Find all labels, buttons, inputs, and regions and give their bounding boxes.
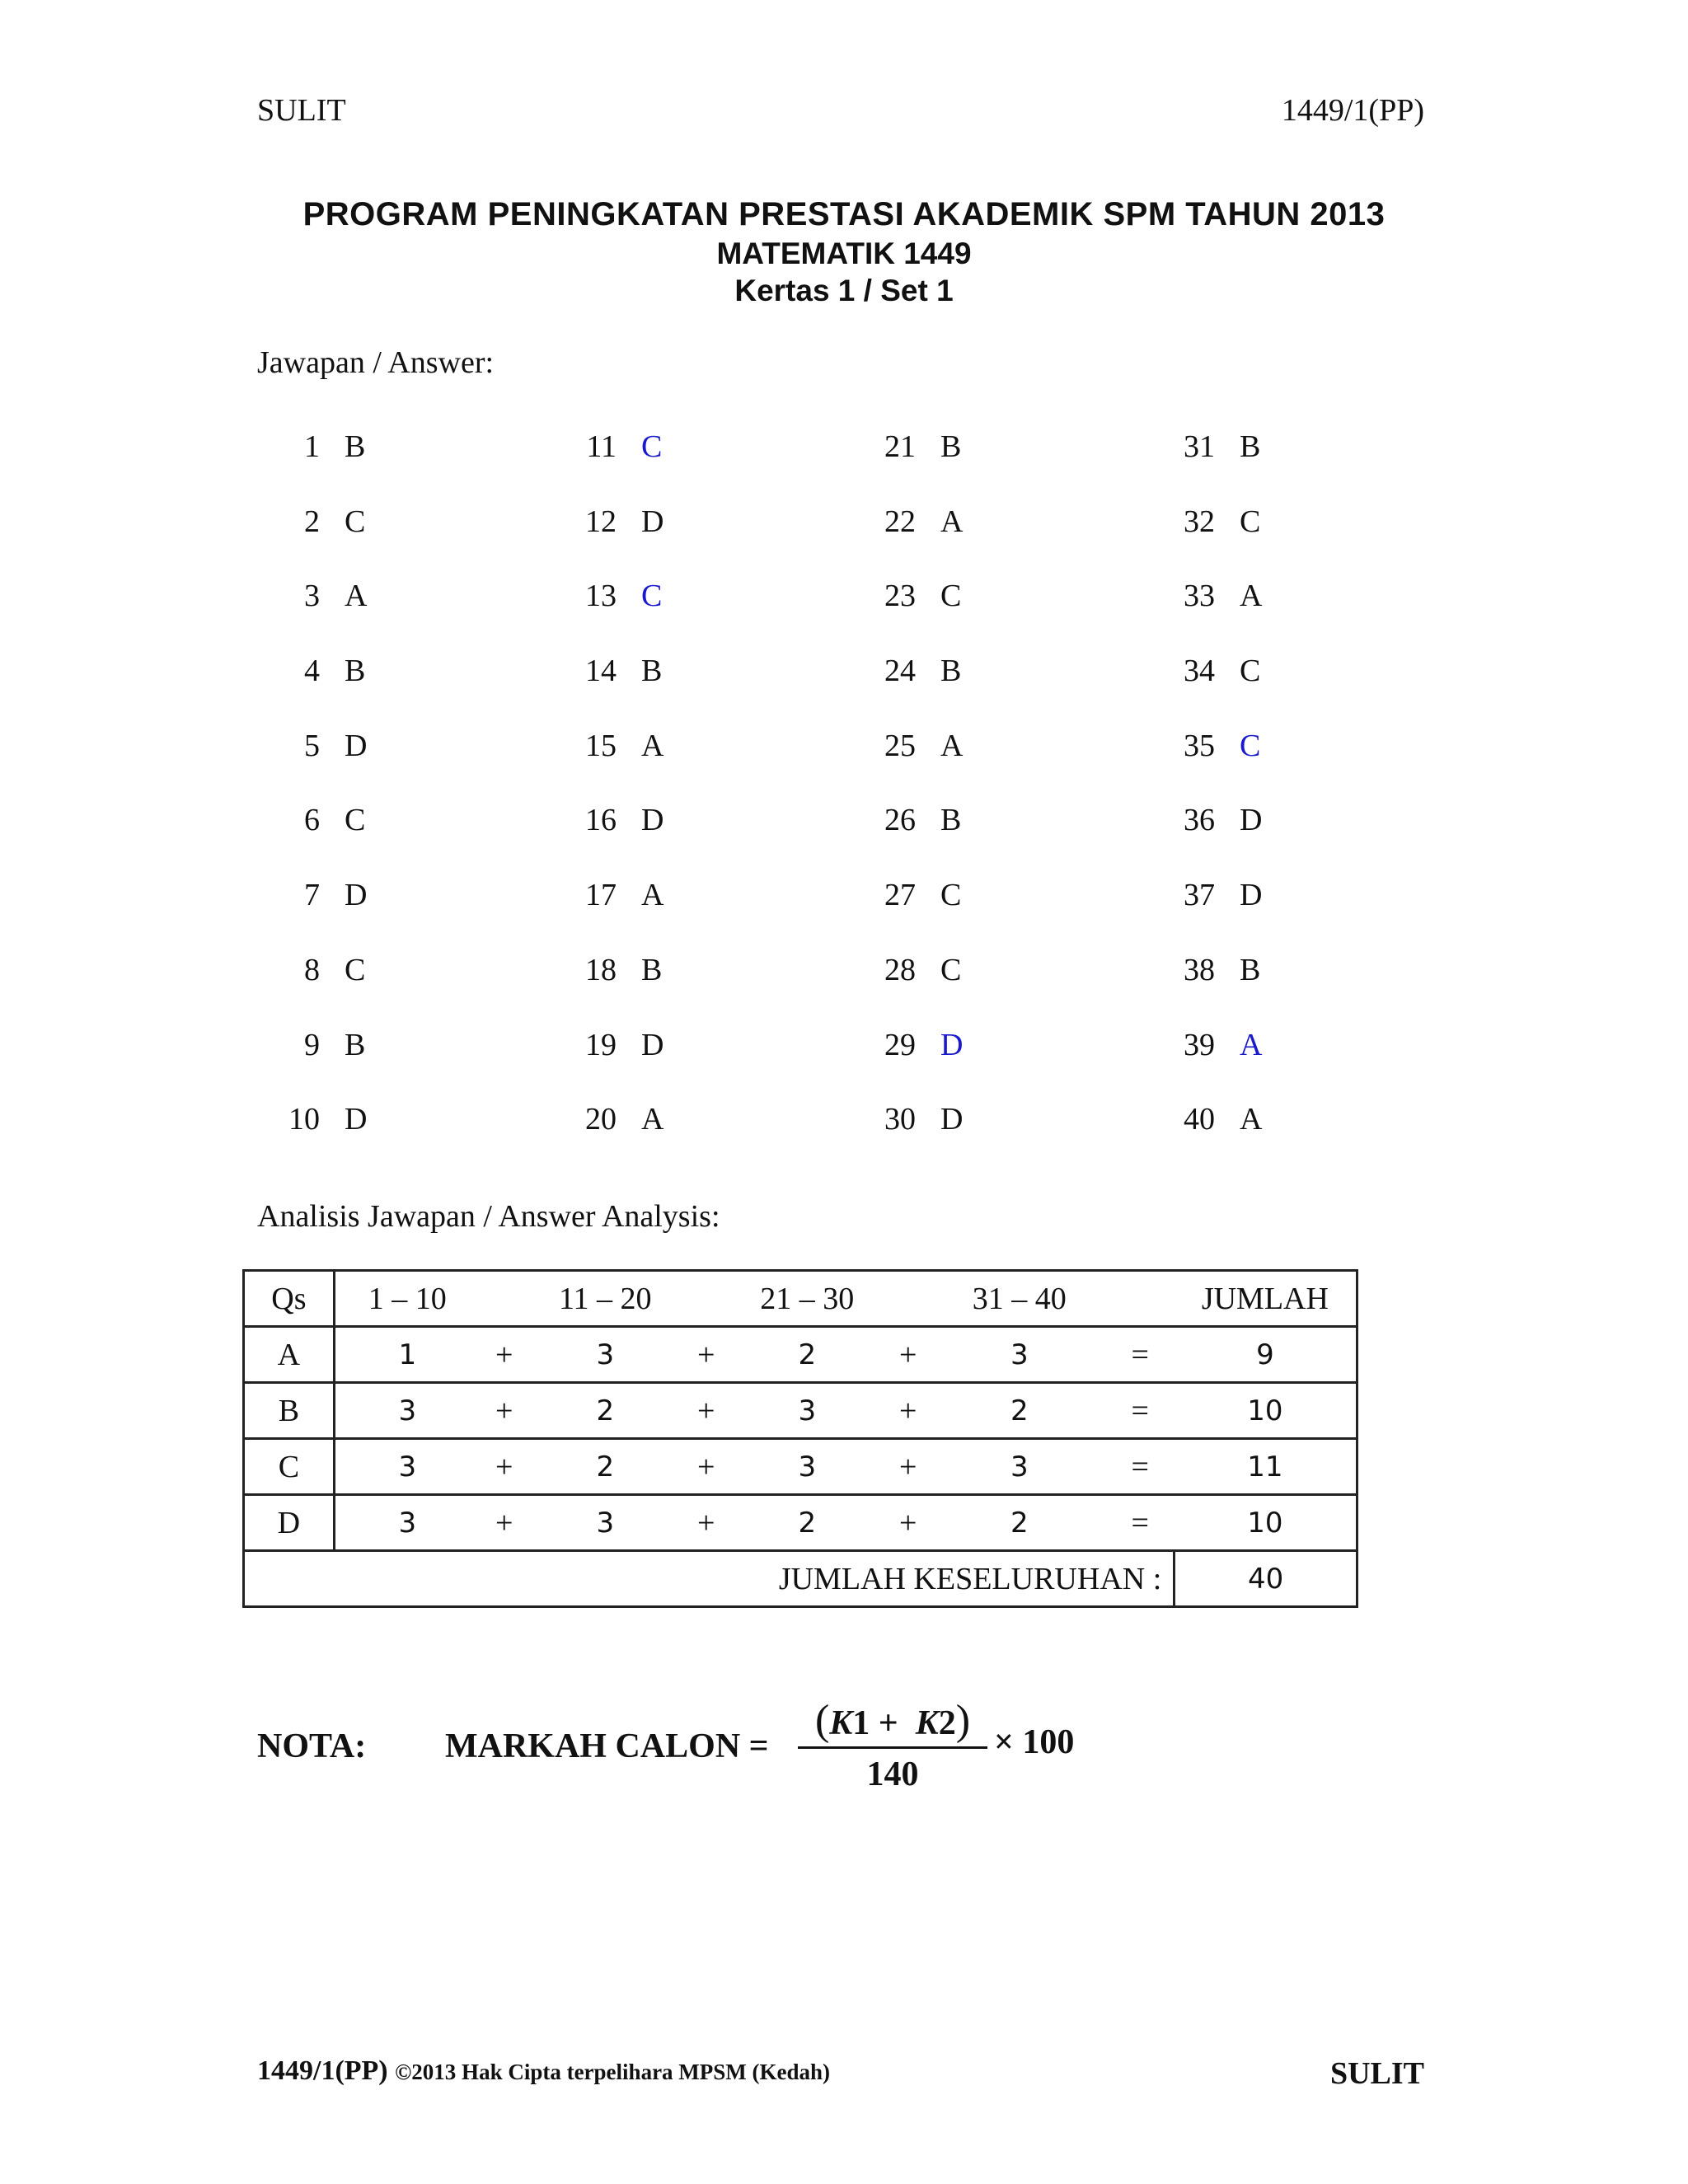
- paper-title: Kertas 1 / Set 1: [734, 274, 954, 307]
- row-counts: [334, 1327, 1175, 1383]
- answer-letter: D: [940, 1027, 964, 1062]
- count-value: 2: [798, 1338, 817, 1371]
- answer-item: [257, 1101, 537, 1176]
- answer-letter: D: [345, 878, 368, 913]
- answer-number: 6: [304, 803, 320, 838]
- answer-letter: A: [940, 504, 964, 539]
- answer-letter: D: [1240, 803, 1263, 838]
- answer-item: [1152, 1101, 1432, 1176]
- answer-number: 36: [1184, 803, 1215, 838]
- analysis-label: Analisis Jawapan / Answer Analysis:: [257, 1199, 720, 1234]
- answer-letter: D: [940, 1102, 964, 1137]
- equals-sign: =: [1131, 1449, 1149, 1484]
- answer-number: 34: [1184, 654, 1215, 689]
- answer-letter: A: [641, 878, 664, 913]
- answer-item: [554, 802, 834, 877]
- answer-letter: D: [641, 803, 664, 838]
- answer-item: [554, 578, 834, 653]
- row-option: B: [244, 1383, 335, 1439]
- header-right: 1449/1(PP): [1281, 93, 1424, 128]
- answer-letter: D: [641, 504, 664, 539]
- count-value: 3: [798, 1450, 817, 1483]
- count-value: 2: [798, 1506, 817, 1540]
- answer-number: 3: [304, 579, 320, 614]
- count-value: 2: [596, 1394, 615, 1427]
- answer-item: [1152, 429, 1432, 504]
- plus-sign: +: [495, 1393, 513, 1428]
- answer-letter: C: [1240, 654, 1261, 689]
- answer-item: [257, 1027, 537, 1102]
- answer-letter: D: [1240, 878, 1263, 913]
- answer-number: 22: [884, 504, 916, 539]
- answer-item: [554, 877, 834, 952]
- answer-number: 8: [304, 952, 320, 987]
- answer-column-4: [1152, 429, 1432, 1176]
- footer-left: [257, 2055, 830, 2087]
- answer-label: Jawapan / Answer:: [257, 345, 495, 380]
- answer-column-1: [257, 429, 537, 1176]
- footer-copyright: ©2013 Hak Cipta terpelihara MPSM (Kedah): [395, 2060, 831, 2084]
- answer-letter: C: [641, 579, 663, 614]
- answer-number: 13: [585, 579, 617, 614]
- answer-number: 30: [884, 1102, 916, 1137]
- answer-number: 7: [304, 878, 320, 913]
- answer-item: [554, 1101, 834, 1176]
- count-value: 3: [798, 1394, 817, 1427]
- answer-number: 40: [1184, 1102, 1215, 1137]
- answer-letter: D: [345, 728, 368, 763]
- answer-item: [853, 877, 1133, 952]
- analysis-row: [244, 1383, 1357, 1439]
- plus-sign: +: [697, 1393, 715, 1428]
- answer-item: [1152, 578, 1432, 653]
- answer-letter: B: [641, 654, 663, 689]
- answer-item: [554, 728, 834, 803]
- answer-letter: D: [345, 1102, 368, 1137]
- row-counts: [334, 1495, 1175, 1551]
- page-title: PROGRAM PENINGKATAN PRESTASI AKADEMIK SPM TAHUN 2013: [302, 196, 1386, 232]
- answer-letter: C: [1240, 504, 1261, 539]
- answer-item: [853, 578, 1133, 653]
- footer-code: 1449/1(PP): [257, 2055, 388, 2086]
- answer-item: [257, 429, 537, 504]
- answer-number: 24: [884, 654, 916, 689]
- answer-number: 39: [1184, 1027, 1215, 1062]
- answer-number: 21: [884, 429, 916, 464]
- answer-item: [1152, 952, 1432, 1027]
- answer-item: [554, 952, 834, 1027]
- answer-number: 27: [884, 878, 916, 913]
- plus-sign: +: [899, 1505, 917, 1540]
- answer-number: 17: [585, 878, 617, 913]
- answer-item: [1152, 877, 1432, 952]
- answer-number: 33: [1184, 579, 1215, 614]
- answer-item: [1152, 653, 1432, 728]
- answer-number: 32: [1184, 504, 1215, 539]
- answer-item: [853, 802, 1133, 877]
- answer-item: [554, 653, 834, 728]
- answer-number: 29: [884, 1027, 916, 1062]
- analysis-row: [244, 1439, 1357, 1495]
- analysis-table: [242, 1269, 1358, 1608]
- answer-number: 16: [585, 803, 617, 838]
- answer-letter: A: [1240, 579, 1263, 614]
- answer-letter: C: [940, 579, 962, 614]
- answer-number: 26: [884, 803, 916, 838]
- answer-item: [1152, 802, 1432, 877]
- answer-letter: A: [345, 579, 368, 614]
- answer-item: [853, 728, 1133, 803]
- answer-letter: B: [345, 429, 366, 464]
- answer-number: 25: [884, 728, 916, 763]
- markah-label: MARKAH CALON =: [445, 1727, 769, 1765]
- header-ranges: [334, 1271, 1175, 1327]
- plus-sign: +: [899, 1337, 917, 1372]
- analysis-row: [244, 1327, 1357, 1383]
- plus-sign: +: [697, 1449, 715, 1484]
- answer-number: 18: [585, 952, 617, 987]
- header-qs: Qs: [244, 1271, 335, 1327]
- answer-letter: C: [940, 952, 962, 987]
- row-total: 11: [1175, 1439, 1357, 1495]
- answer-letter: B: [1240, 429, 1261, 464]
- answer-item: [257, 952, 537, 1027]
- answer-letter: B: [940, 803, 962, 838]
- answer-number: 10: [288, 1102, 320, 1137]
- header-range-2: 11 – 20: [558, 1281, 652, 1316]
- count-value: 3: [398, 1450, 417, 1483]
- answer-letter: B: [641, 952, 663, 987]
- answer-letter: A: [1240, 1102, 1263, 1137]
- answer-letter: B: [940, 429, 962, 464]
- analysis-header-row: [244, 1271, 1357, 1327]
- answer-item: [554, 504, 834, 579]
- answer-number: 11: [586, 429, 617, 464]
- analysis-row: [244, 1495, 1357, 1551]
- header-jumlah: JUMLAH: [1175, 1271, 1357, 1327]
- row-total: 10: [1175, 1383, 1357, 1439]
- answer-item: [257, 728, 537, 803]
- row-option: D: [244, 1495, 335, 1551]
- answer-item: [257, 504, 537, 579]
- row-counts: [334, 1439, 1175, 1495]
- answer-item: [1152, 1027, 1432, 1102]
- answer-number: 5: [304, 728, 320, 763]
- answer-letter: A: [940, 728, 964, 763]
- answer-item: [257, 802, 537, 877]
- answer-item: [1152, 504, 1432, 579]
- answer-item: [257, 578, 537, 653]
- answer-item: [853, 1027, 1133, 1102]
- plus-sign: +: [899, 1393, 917, 1428]
- row-counts: [334, 1383, 1175, 1439]
- answer-item: [1152, 728, 1432, 803]
- answer-letter: B: [940, 654, 962, 689]
- answer-number: 23: [884, 579, 916, 614]
- answer-letter: B: [345, 654, 366, 689]
- answer-item: [554, 1027, 834, 1102]
- answer-number: 35: [1184, 728, 1215, 763]
- fraction-bar: [798, 1746, 987, 1749]
- formula-numerator: (K1 + K2): [814, 1697, 971, 1744]
- answer-number: 15: [585, 728, 617, 763]
- answer-letter: C: [1240, 728, 1261, 763]
- plus-sign: +: [495, 1449, 513, 1484]
- answer-item: [853, 429, 1133, 504]
- answer-number: 2: [304, 504, 320, 539]
- answer-item: [554, 429, 834, 504]
- equals-sign: =: [1131, 1505, 1149, 1540]
- answer-number: 1: [304, 429, 320, 464]
- count-value: 3: [596, 1506, 615, 1540]
- count-value: 2: [596, 1450, 615, 1483]
- answer-number: 38: [1184, 952, 1215, 987]
- answer-letter: A: [641, 1102, 664, 1137]
- answer-number: 28: [884, 952, 916, 987]
- plus-sign: +: [697, 1505, 715, 1540]
- answer-letter: A: [641, 728, 664, 763]
- count-value: 3: [1010, 1338, 1029, 1371]
- answer-number: 19: [585, 1027, 617, 1062]
- answer-number: 9: [304, 1027, 320, 1062]
- count-value: 2: [1010, 1506, 1029, 1540]
- equals-sign: =: [1131, 1337, 1149, 1372]
- header-left: SULIT: [257, 93, 346, 128]
- answer-item: [853, 653, 1133, 728]
- header-range-3: 21 – 30: [760, 1281, 855, 1316]
- plus-sign: +: [495, 1337, 513, 1372]
- answer-letter: C: [345, 803, 366, 838]
- answer-letter: C: [940, 878, 962, 913]
- answer-letter: C: [345, 504, 366, 539]
- count-value: 3: [398, 1506, 417, 1540]
- answer-item: [853, 1101, 1133, 1176]
- grand-total-value: 40: [1175, 1551, 1357, 1607]
- plus-sign: +: [697, 1337, 715, 1372]
- answer-letter: A: [1240, 1027, 1263, 1062]
- answer-number: 31: [1184, 429, 1215, 464]
- grand-total-label: JUMLAH KESELURUHAN :: [244, 1551, 1175, 1607]
- row-total: 10: [1175, 1495, 1357, 1551]
- count-value: 3: [398, 1394, 417, 1427]
- answer-number: 37: [1184, 878, 1215, 913]
- answer-letter: B: [1240, 952, 1261, 987]
- header-range-1: 1 – 10: [368, 1281, 447, 1316]
- answer-item: [257, 877, 537, 952]
- equals-sign: =: [1131, 1393, 1149, 1428]
- formula-denominator: 140: [866, 1755, 919, 1793]
- answer-item: [853, 504, 1133, 579]
- footer-right: SULIT: [1329, 2056, 1424, 2091]
- answer-column-2: [554, 429, 834, 1176]
- subject-title: MATEMATIK 1449: [716, 237, 972, 270]
- answer-number: 12: [585, 504, 617, 539]
- row-total: 9: [1175, 1327, 1357, 1383]
- answer-item: [257, 653, 537, 728]
- count-value: 1: [398, 1338, 417, 1371]
- formula-multiplier: × 100: [994, 1723, 1075, 1761]
- answer-number: 4: [304, 654, 320, 689]
- answer-item: [853, 952, 1133, 1027]
- answer-column-3: [853, 429, 1133, 1176]
- formula-fraction: [798, 1698, 987, 1795]
- count-value: 2: [1010, 1394, 1029, 1427]
- header-range-4: 31 – 40: [972, 1281, 1067, 1316]
- answer-number: 20: [585, 1102, 617, 1137]
- grand-total-row: [244, 1551, 1357, 1607]
- row-option: C: [244, 1439, 335, 1495]
- plus-sign: +: [899, 1449, 917, 1484]
- answer-letter: C: [345, 952, 366, 987]
- answer-letter: D: [641, 1027, 664, 1062]
- row-option: A: [244, 1327, 335, 1383]
- count-value: 3: [1010, 1450, 1029, 1483]
- count-value: 3: [596, 1338, 615, 1371]
- answer-letter: C: [641, 429, 663, 464]
- plus-sign: +: [495, 1505, 513, 1540]
- answer-letter: B: [345, 1027, 366, 1062]
- nota-label: NOTA:: [257, 1727, 367, 1765]
- answer-number: 14: [585, 654, 617, 689]
